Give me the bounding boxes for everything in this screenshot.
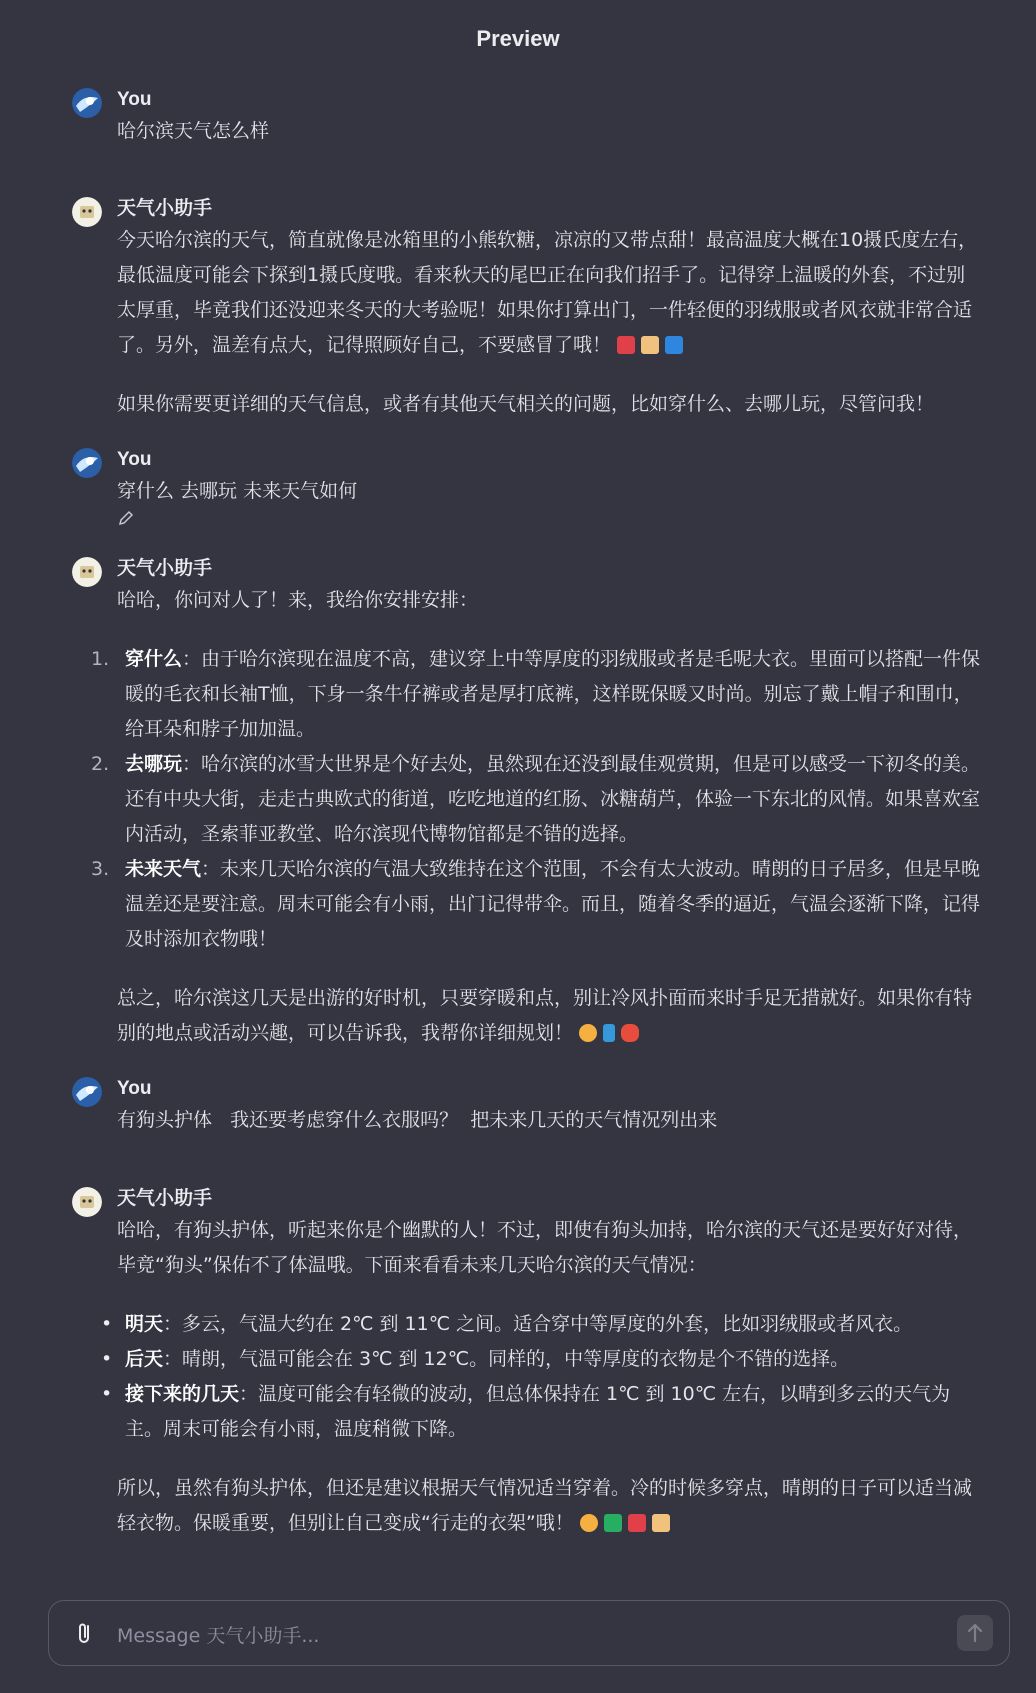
message-user — [72, 446, 982, 535]
coat-emoji-icon — [652, 1514, 670, 1532]
list-item: 2. 去哪玩：哈尔滨的冰雪大世界是个好去处，虽然现在还没到最佳观赏期，但是可以感受一下初冬的美。还有中央大街，走走古典欧式的街道，吃吃地道的红肠、冰糖葫芦，体验一下东北的风情。如果喜欢室内活动，圣索菲亚教堂、哈尔滨现代博物馆都是不错的选择。 — [91, 753, 981, 845]
cup-emoji-icon — [603, 1024, 615, 1042]
message-intro: 哈哈，你问对人了！来，我给你安排安排： — [117, 589, 479, 611]
shirt-emoji-icon — [604, 1514, 622, 1532]
list-item: 1. 穿什么：由于哈尔滨现在温度不高，建议穿上中等厚度的羽绒服或者是毛呢大衣。里面可以搭配一件保暖的毛衣和长袖T恤，下身一条牛仔裤或者是厚打底裤，这样既保暖又时尚。别忘了戴上帽子和围巾，给耳朵和脖子加加温。 — [91, 648, 981, 740]
message-assistant — [72, 195, 982, 422]
message-paragraph: 今天哈尔滨的天气，简直就像是冰箱里的小熊软糖，凉凉的又带点甜！最高温度大概在10摄氏度左右，最低温度可能会下探到1摄氏度哦。看来秋天的尾巴正在向我们招手了。记得穿上温暖的外套，不过别太厚重，毕竟我们还没迎来冬天的大考验呢！如果你打算出门，一件轻便的羽绒服或者风衣就非常合适了。另外，温差有点大，记得照顾好自己，不要感冒了哦！ — [117, 229, 978, 356]
message-input[interactable]: Message 天气小助手... — [117, 1625, 320, 1647]
scarf-emoji-icon — [617, 336, 635, 354]
message-assistant — [72, 555, 982, 1051]
message-user — [72, 86, 982, 149]
scarf-emoji-icon — [628, 1514, 646, 1532]
message-composer[interactable] — [48, 1600, 1010, 1666]
paperclip-icon[interactable] — [71, 1619, 99, 1647]
smile-emoji-icon — [580, 1514, 598, 1532]
pencil-icon[interactable] — [117, 509, 982, 535]
page-title: Preview — [476, 26, 560, 51]
message-text: 有狗头护体 我还要考虑穿什么衣服吗？ 把未来几天的天气情况列出来 — [117, 1109, 718, 1131]
message-text: 穿什么 去哪玩 未来天气如何 — [117, 480, 358, 502]
sender-name: You — [117, 449, 152, 470]
message-outro: 总之，哈尔滨这几天是出游的好时机，只要穿暖和点，别让冷风扑面而来时手足无措就好。如果你有特别的地点或活动兴趣，可以告诉我，我帮你详细规划！ — [117, 987, 973, 1044]
send-button[interactable] — [957, 1615, 993, 1651]
list-item: • 接下来的几天：温度可能会有轻微的波动，但总体保持在 1℃ 到 10℃ 左右，以晴到多云的天气为主。周末可能会有小雨，温度稍微下降。 — [101, 1383, 951, 1440]
message-paragraph: 如果你需要更详细的天气信息，或者有其他天气相关的问题，比如穿什么、去哪儿玩，尽管问我！ — [117, 393, 935, 415]
list-item: 3. 未来天气：未来几天哈尔滨的气温大致维持在这个范围，不会有太大波动。晴朗的日子居多，但是早晚温差还是要注意。周末可能会有小雨，出门记得带伞。而且，随着冬季的逼近，气温会逐渐下降，记得及时添加衣物哦！ — [91, 858, 981, 950]
list-item: • 明天：多云，气温大约在 2℃ 到 11℃ 之间。适合穿中等厚度的外套，比如羽绒服或者风衣。 — [101, 1313, 913, 1335]
list-item: • 后天：晴朗，气温可能会在 3℃ 到 12℃。同样的，中等厚度的衣物是个不错的选择。 — [101, 1348, 850, 1370]
user-avatar — [72, 1077, 102, 1107]
sender-name: 天气小助手 — [117, 198, 213, 219]
message-outro: 所以，虽然有狗头护体，但还是建议根据天气情况适当穿着。冷的时候多穿点，晴朗的日子可以适当减轻衣物。保暖重要，但别让自己变成“行走的衣架”哦！ — [117, 1477, 973, 1534]
sausage-emoji-icon — [621, 1024, 639, 1042]
user-avatar — [72, 88, 102, 118]
assistant-avatar — [72, 1187, 102, 1217]
message-text: 哈尔滨天气怎么样 — [117, 120, 270, 142]
message-intro: 哈哈，有狗头护体，听起来你是个幽默的人！不过，即使有狗头加持，哈尔滨的天气还是要好好对待，毕竟“狗头”保佑不了体温哦。下面来看看未来几天哈尔滨的天气情况： — [117, 1219, 973, 1276]
message-assistant — [72, 1185, 982, 1541]
user-avatar — [72, 448, 102, 478]
message-user — [72, 1075, 982, 1138]
boot-emoji-icon — [665, 336, 683, 354]
sender-name: You — [117, 1078, 152, 1099]
bullet-list — [101, 1307, 982, 1447]
assistant-avatar — [72, 197, 102, 227]
sender-name: 天气小助手 — [117, 1188, 213, 1209]
assistant-avatar — [72, 557, 102, 587]
coat-emoji-icon — [641, 336, 659, 354]
numbered-list — [91, 642, 982, 957]
sender-name: 天气小助手 — [117, 558, 213, 579]
sender-name: You — [117, 89, 152, 110]
sun-emoji-icon — [579, 1024, 597, 1042]
arrow-up-icon — [957, 1615, 993, 1651]
